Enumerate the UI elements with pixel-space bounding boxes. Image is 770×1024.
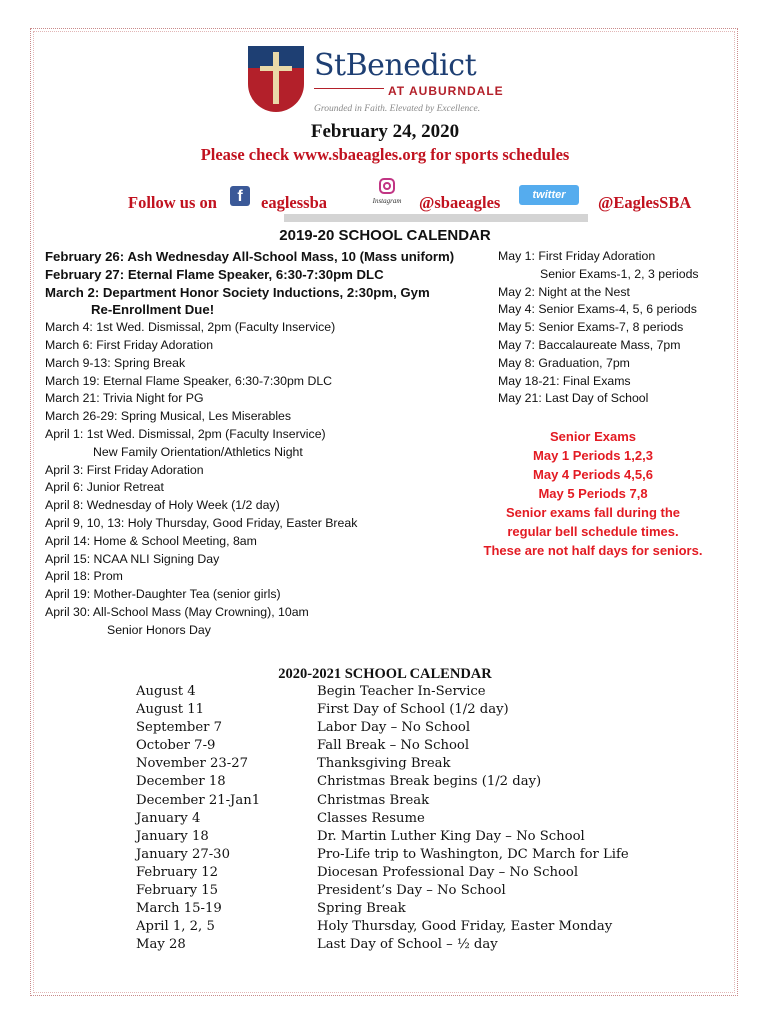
event-date: December 21-Jan1 <box>136 792 261 808</box>
list-item: May 2: Night at the Nest <box>498 284 630 299</box>
list-item: Senior Honors Day <box>107 622 211 637</box>
list-item: February 26: Ash Wednesday All-School Mass, 10 (Mass uniform) <box>45 249 455 264</box>
list-item: April 14: Home & School Meeting, 8am <box>45 533 257 548</box>
table-row <box>136 719 636 737</box>
table-row <box>136 900 636 918</box>
event-date: May 28 <box>136 937 186 953</box>
event-description: Begin Teacher In-Service <box>317 684 486 699</box>
facebook-icon[interactable]: f <box>230 186 250 206</box>
event-description: Thanksgiving Break <box>317 756 451 772</box>
event-date: February 15 <box>136 883 219 899</box>
list-item: May 4: Senior Exams-4, 5, 6 periods <box>498 302 697 317</box>
event-description: Spring Break <box>317 901 406 917</box>
calendar-2020-title: 2020-2021 SCHOOL CALENDAR <box>278 666 492 682</box>
divider-bar <box>284 214 588 222</box>
instagram-icon[interactable] <box>372 178 402 210</box>
list-item: April 8: Wednesday of Holy Week (1/2 day) <box>45 498 280 513</box>
logo-tagline: Grounded in Faith. Elevated by Excellence. <box>314 104 481 114</box>
event-date: December 18 <box>136 774 226 790</box>
event-date: January 18 <box>136 828 209 844</box>
list-item: May 1: First Friday Adoration <box>498 249 656 263</box>
calendar-2019-right-list <box>498 248 738 408</box>
senior-exams-line: Senior exams fall during the <box>505 505 681 520</box>
event-description: Dr. Martin Luther King Day – No School <box>317 828 585 844</box>
event-date: August 4 <box>136 684 196 699</box>
list-item: New Family Orientation/Athletics Night <box>93 444 303 459</box>
event-description: Pro-Life trip to Washington, DC March for Life <box>317 846 629 862</box>
list-item: March 2: Department Honor Society Inductions, 2:30pm, Gym <box>45 284 430 300</box>
sports-schedule-note: Please check www.sbaeagles.org for sports schedules <box>200 145 570 164</box>
event-description: President’s Day – No School <box>317 883 506 899</box>
senior-exams-line: May 5 Periods 7,8 <box>538 486 648 501</box>
event-description: Christmas Break <box>317 792 430 808</box>
event-date: February 12 <box>136 864 219 880</box>
event-description: Last Day of School – ½ day <box>317 937 498 953</box>
calendar-2019-title: 2019-20 SCHOOL CALENDAR <box>279 227 491 244</box>
list-item: May 18-21: Final Exams <box>498 373 631 388</box>
list-item: April 9, 10, 13: Holy Thursday, Good Friday, Easter Break <box>45 515 358 530</box>
calendar-2019-left-list <box>45 248 475 640</box>
calendar-2020-table <box>136 683 636 954</box>
senior-exams-notice <box>468 427 718 560</box>
event-date: January 4 <box>136 810 201 826</box>
school-logo <box>248 46 518 118</box>
table-row <box>136 864 636 882</box>
list-item: April 18: Prom <box>45 569 123 584</box>
table-row <box>136 810 636 828</box>
list-item: April 6: Junior Retreat <box>45 480 164 495</box>
table-row <box>136 792 636 810</box>
table-row <box>136 755 636 773</box>
table-row <box>136 737 636 755</box>
table-row <box>136 882 636 900</box>
event-description: Christmas Break begins (1/2 day) <box>317 774 542 790</box>
event-date: September 7 <box>136 720 223 736</box>
event-date: January 27-30 <box>136 846 230 862</box>
event-date: October 7-9 <box>136 738 216 754</box>
table-row <box>136 701 636 719</box>
event-description: Fall Break – No School <box>317 738 470 754</box>
event-description: First Day of School (1/2 day) <box>317 702 509 718</box>
list-item: April 19: Mother-Daughter Tea (senior girls) <box>45 587 281 602</box>
table-row <box>136 773 636 791</box>
instagram-icon-label: Instagram <box>372 197 402 205</box>
table-row <box>136 846 636 864</box>
list-item: February 27: Eternal Flame Speaker, 6:30-7:30pm DLC <box>45 266 384 282</box>
twitter-handle[interactable]: @EaglesSBA <box>598 193 692 212</box>
senior-exams-line: Senior Exams <box>550 429 636 444</box>
event-description: Holy Thursday, Good Friday, Easter Monday <box>317 919 613 935</box>
list-item: May 7: Baccalaureate Mass, 7pm <box>498 337 681 352</box>
list-item: April 1: 1st Wed. Dismissal, 2pm (Faculty Inservice) <box>45 426 326 441</box>
event-date: March 15-19 <box>136 901 222 917</box>
logo-subtitle: AT AUBURNDALE <box>388 84 504 98</box>
list-item: April 15: NCAA NLI Signing Day <box>45 551 220 566</box>
list-item: May 21: Last Day of School <box>498 391 649 406</box>
list-item: Senior Exams-1, 2, 3 periods <box>540 266 699 281</box>
senior-exams-line: These are not half days for seniors. <box>483 543 703 558</box>
list-item: May 5: Senior Exams-7, 8 periods <box>498 320 684 335</box>
event-description: Classes Resume <box>317 810 425 826</box>
list-item: May 8: Graduation, 7pm <box>498 355 630 370</box>
twitter-icon[interactable]: twitter <box>519 185 579 205</box>
list-item: March 21: Trivia Night for PG <box>45 391 204 406</box>
facebook-handle[interactable]: eaglessba <box>261 193 327 212</box>
list-item: April 3: First Friday Adoration <box>45 462 204 477</box>
list-item: March 9-13: Spring Break <box>45 355 186 370</box>
event-date: November 23-27 <box>136 756 248 772</box>
list-item: Re-Enrollment Due! <box>91 302 215 318</box>
logo-name: StBenedict <box>314 48 477 83</box>
list-item: March 26-29: Spring Musical, Les Miserables <box>45 409 292 424</box>
shield-icon <box>248 46 304 112</box>
table-row <box>136 828 636 846</box>
list-item: March 6: First Friday Adoration <box>45 337 214 352</box>
table-row <box>136 683 636 701</box>
event-description: Labor Day – No School <box>317 720 471 736</box>
senior-exams-line: regular bell schedule times. <box>507 524 679 539</box>
list-item: April 30: All-School Mass (May Crowning), 10am <box>45 604 309 619</box>
list-item: March 19: Eternal Flame Speaker, 6:30-7:30pm DLC <box>45 373 333 388</box>
list-item: March 4: 1st Wed. Dismissal, 2pm (Faculty Inservice) <box>45 320 336 335</box>
instagram-handle[interactable]: @sbaeagles <box>419 193 501 212</box>
table-row <box>136 918 636 936</box>
senior-exams-line: May 4 Periods 4,5,6 <box>533 467 653 482</box>
table-row <box>136 936 636 954</box>
senior-exams-line: May 1 Periods 1,2,3 <box>533 448 653 463</box>
newsletter-date: February 24, 2020 <box>310 121 460 142</box>
event-date: April 1, 2, 5 <box>136 919 215 935</box>
event-description: Diocesan Professional Day – No School <box>317 864 579 880</box>
event-date: August 11 <box>136 702 204 718</box>
follow-label: Follow us on <box>128 193 217 212</box>
